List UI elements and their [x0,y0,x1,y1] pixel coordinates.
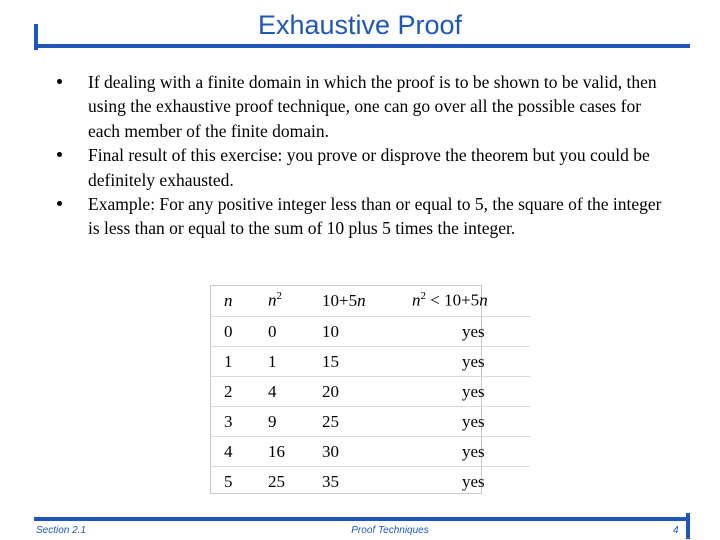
table-row [210,407,530,437]
cell-n-squared: 4 [260,377,310,407]
cell-n-squared: 16 [260,437,310,467]
cell-n: 3 [210,407,260,437]
cell-n: 0 [210,317,260,347]
cell-10-plus-5n: 25 [310,407,390,437]
cell-n-squared: 1 [260,347,310,377]
footer-topic: Proof Techniques [351,525,429,536]
cell-n-squared: 0 [260,317,310,347]
cell-result: yes [390,317,530,347]
title-underline [34,44,690,48]
bullet-item [56,70,666,143]
cell-10-plus-5n: 30 [310,437,390,467]
cell-result: yes [390,437,530,467]
header-n-squared: $n^2$ [260,285,310,317]
cell-n: 5 [224,471,233,491]
bullet-item [56,192,666,241]
header-comparison: $n^2 < 10+5n$ [390,285,530,317]
table-row [210,347,530,377]
cell-n-squared: 25 [268,471,285,491]
bullet-text: Final result of this exercise: you prove or disprove the theorem but you could be definitely exhausted. [88,145,650,190]
bullet-dot-icon [57,79,62,84]
cell-n: 2 [210,377,260,407]
footer-rule [34,517,690,521]
table-row [210,377,530,407]
cell-10-plus-5n: 15 [310,347,390,377]
table-row [210,317,530,347]
bullet-text: Example: For any positive integer less than or equal to 5, the square of the integer is less than or equal to the sum of 10 plus 5 times the integer. [88,194,662,239]
cell-n-squared: 9 [260,407,310,437]
slide-title: Exhaustive Proof [257,10,463,40]
bullet-text: If dealing with a finite domain in which the proof is to be shown to be valid, then using the exhaustive proof technique, one can go over all the possible cases for each member of the finite domain. [88,72,657,141]
cell-result: yes [390,407,530,437]
table-row [210,437,530,467]
footer-section: Section 2.1 [36,525,87,536]
cell-10-plus-5n: 10 [310,317,390,347]
bullet-list [56,70,666,241]
cell-n: 1 [210,347,260,377]
cell-n: 4 [210,437,260,467]
cell-10-plus-5n: 20 [310,377,390,407]
header-n: n [210,285,260,317]
bullet-dot-icon [57,201,62,206]
bullet-dot-icon [57,152,62,157]
cell-result: yes [390,377,530,407]
bullet-item [56,143,666,192]
exhaustive-proof-table [210,285,530,496]
cell-result: yes [390,347,530,377]
table-row [210,467,530,497]
footer-page-number: 4 [673,525,679,536]
table-header-row [210,285,530,317]
cell-10-plus-5n: 35 [322,471,339,491]
cell-result: yes [462,471,485,491]
header-10-plus-5n: 10+5n [310,285,390,317]
